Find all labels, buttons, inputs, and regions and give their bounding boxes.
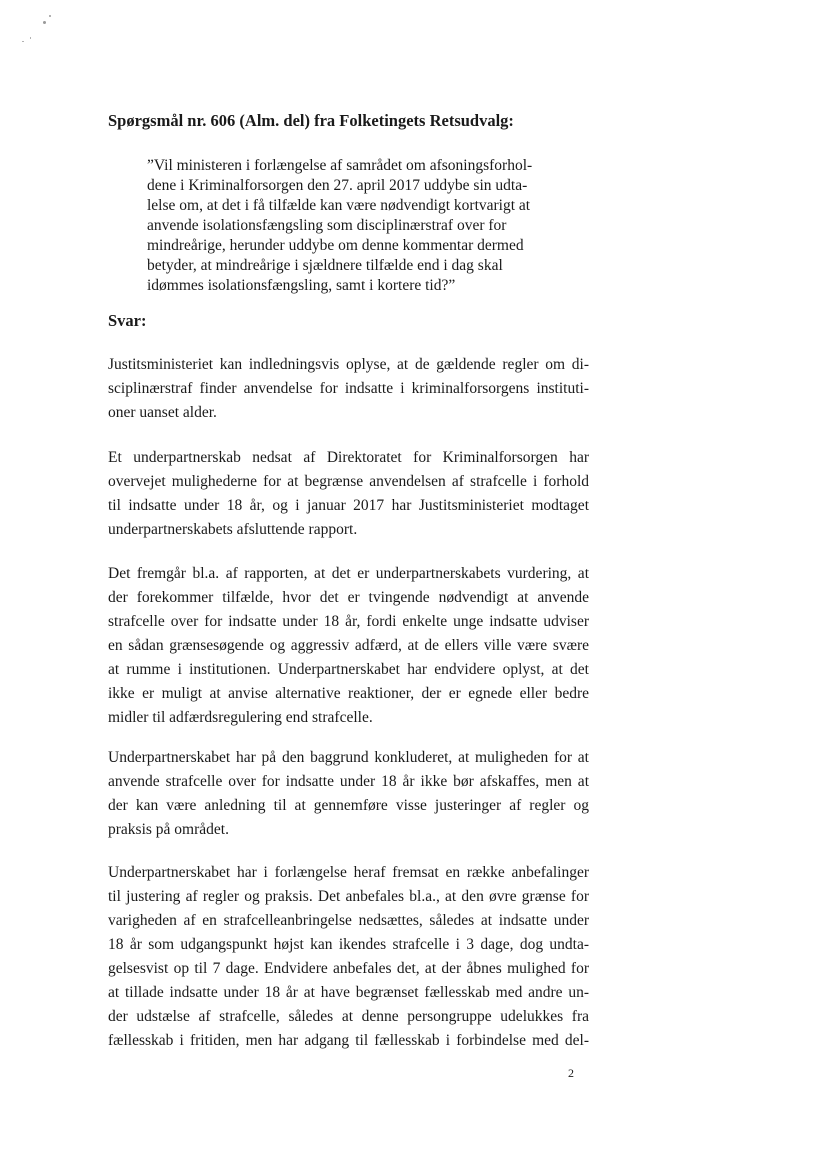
paragraph-line: midler til adfærdsregulering end strafcelle. [108,709,373,726]
answer-paragraph-1 [108,353,589,425]
answer-paragraph-4 [108,746,589,842]
answer-label: Svar: [108,311,147,330]
question-heading: Spørgsmål nr. 606 (Alm. del) fra Folketingets Retsudvalg: [108,111,514,130]
paragraph-line: strafcelle over for indsatte under 18 år, fordi enkelte unge indsatte udviser [108,613,589,630]
paragraph-line: overvejet mulighederne for at begrænse anvendelsen af strafcelle i forhold [108,473,589,490]
paragraph-line: ikke er muligt at anvise alternative reaktioner, der er egnede eller bedre [108,685,589,702]
question-quote [147,156,587,296]
scan-speck [43,21,46,24]
paragraph-line: Det fremgår bl.a. af rapporten, at det er underpartnerskabets vurdering, at [108,565,589,582]
question-line: betyder, at mindreårige i sjældnere tilfælde end i dag skal [147,257,503,274]
paragraph-line: oner uanset alder. [108,404,217,421]
question-line: ”Vil ministeren i forlængelse af samrådet om afsoningsforhol- [147,157,533,174]
answer-paragraph-5 [108,861,589,1053]
paragraph-line: underpartnerskabets afsluttende rapport. [108,521,358,538]
question-line: idømmes isolationsfængsling, samt i kortere tid?” [147,277,456,294]
paragraph-line: 18 år som udgangspunkt højst kan ikendes strafcelle i 3 dage, dog undta- [108,936,589,953]
scan-speck [49,15,51,17]
paragraph-line: Et underpartnerskab nedsat af Direktoratet for Kriminalforsorgen har [108,449,589,466]
paragraph-line: Underpartnerskabet har i forlængelse heraf fremsat en række anbefalinger [108,864,589,881]
paragraph-line: varigheden af en strafcelleanbringelse nedsættes, således at indsatte under [108,912,589,929]
paragraph-line: en sådan grænsesøgende og aggressiv adfærd, at de ellers ville være svære [108,637,589,654]
paragraph-line: der forekommer tilfælde, hvor det er tvingende nødvendigt at anvende [108,589,589,606]
question-line: dene i Kriminalforsorgen den 27. april 2017 uddybe sin udta- [147,177,528,194]
paragraph-line: der kan være anledning til at gennemføre visse justeringer af regler og [108,797,589,814]
scan-speck [22,41,24,42]
paragraph-line: anvende strafcelle over for indsatte under 18 år ikke bør afskaffes, men at [108,773,589,790]
paragraph-line: fællesskab i fritiden, men har adgang til fællesskab i forbindelse med del- [108,1032,589,1049]
scan-speck [30,37,31,39]
paragraph-line: at rumme i institutionen. Underpartnerskabet har endvidere oplyst, at det [108,661,589,678]
paragraph-line: at tillade indsatte under 18 år at have begrænset fællesskab med andre un- [108,984,589,1001]
question-line: mindreårige, herunder uddybe om denne kommentar dermed [147,237,524,254]
paragraph-line: Underpartnerskabet har på den baggrund konkluderet, at muligheden for at [108,749,589,766]
paragraph-line: praksis på området. [108,821,229,838]
question-line: lelse om, at det i få tilfælde kan være nødvendigt kortvarigt at [147,197,531,214]
answer-paragraph-2 [108,446,589,542]
question-line: anvende isolationsfængsling som disciplinærstraf over for [147,217,507,234]
paragraph-line: Justitsministeriet kan indledningsvis oplyse, at de gældende regler om di- [108,356,589,373]
paragraph-line: sciplinærstraf finder anvendelse for indsatte i kriminalforsorgens instituti- [108,380,589,397]
paragraph-line: der udstælse af strafcelle, således at denne persongruppe udelukkes fra [108,1008,589,1025]
answer-paragraph-3 [108,562,589,730]
paragraph-line: til justering af regler og praksis. Det anbefales bl.a., at den øvre grænse for [108,888,589,905]
page-number: 2 [568,1066,574,1080]
paragraph-line: til indsatte under 18 år, og i januar 2017 har Justitsministeriet modtaget [108,497,589,514]
paragraph-line: gelsesvist op til 7 dage. Endvidere anbefales det, at der åbnes mulighed for [108,960,589,977]
